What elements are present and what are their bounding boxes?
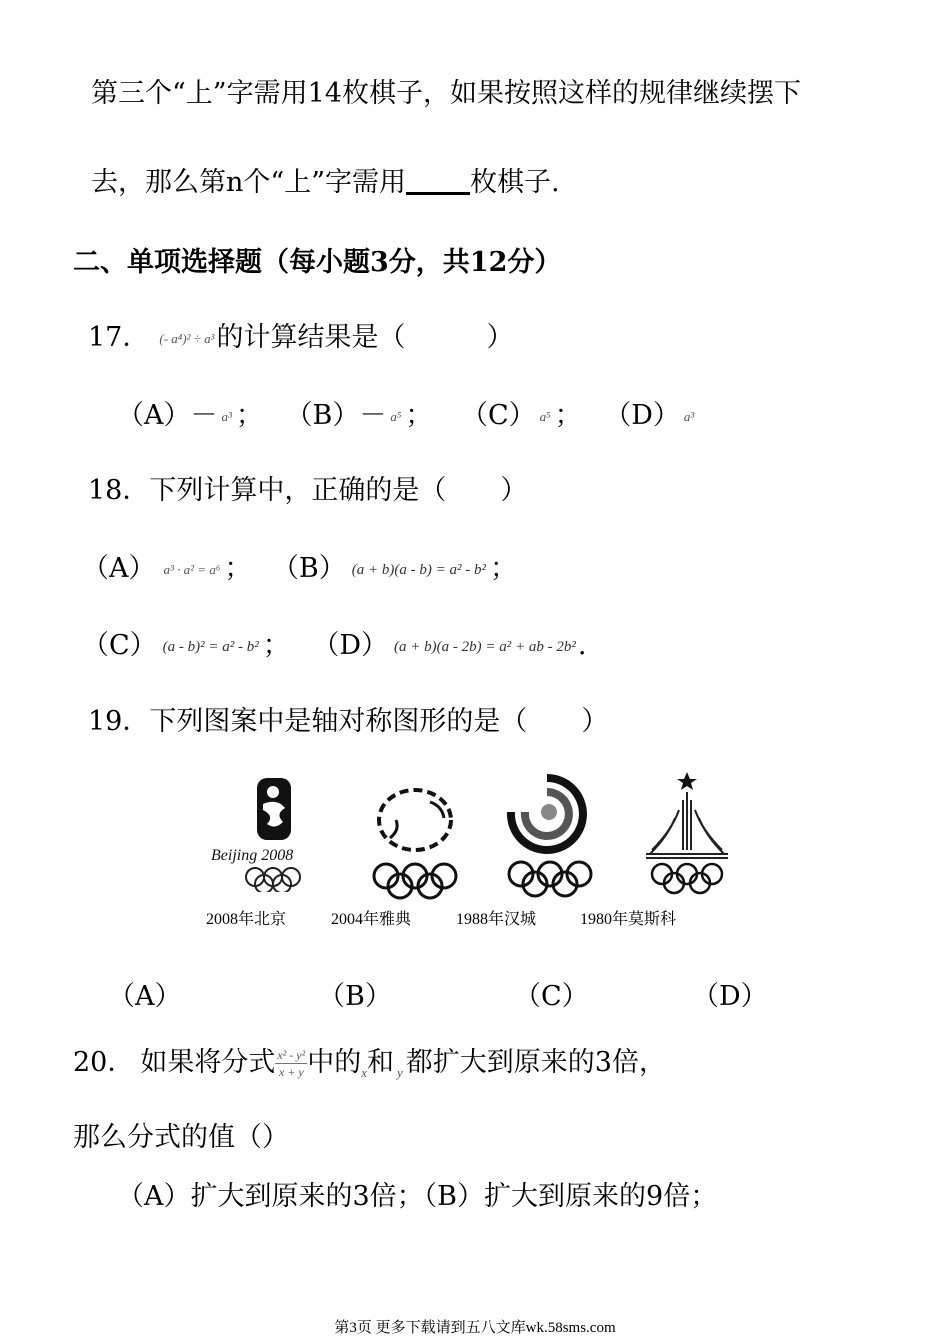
logo-caption-athens: 2004年雅典 bbox=[331, 911, 412, 928]
q17-option-b bbox=[286, 400, 433, 431]
option-separator: ； bbox=[235, 400, 263, 431]
q18-option-b bbox=[272, 553, 517, 584]
q20-number: 20． bbox=[73, 1047, 135, 1078]
answer-blank bbox=[406, 166, 470, 195]
q16-line2 bbox=[91, 166, 560, 200]
page-footer: 第3页 更多下载请到五八文库wk.58sms.com bbox=[334, 1320, 616, 1336]
q19-option-c: （C） bbox=[514, 981, 589, 1012]
beijing-2008-logo bbox=[205, 772, 335, 892]
q18-option-d bbox=[312, 630, 586, 661]
beijing-logo-text: Beijing 2008 bbox=[211, 847, 294, 864]
q20-text-before: 如果将分式 bbox=[140, 1047, 276, 1078]
option-expression: a³ · a² = a⁶ bbox=[163, 562, 221, 577]
option-separator: ； bbox=[405, 400, 433, 431]
q20-options-ab: （A）扩大到原来的3倍；（B）扩大到原来的9倍； bbox=[117, 1181, 718, 1212]
q20-text-mid: 中的 bbox=[307, 1047, 362, 1078]
q19-stem bbox=[88, 705, 608, 739]
option-expression: a³ bbox=[683, 409, 695, 424]
q20-and: 和 bbox=[366, 1047, 394, 1078]
q17-option-c bbox=[461, 400, 582, 431]
q17-option-a bbox=[117, 400, 263, 431]
q16-line1: 第三个“上”字需用14枚棋子，如果按照这样的规律继续摆下 bbox=[91, 78, 801, 109]
q18-question: 下列计算中，正确的是（ ） bbox=[149, 475, 528, 506]
option-label: （B） bbox=[271, 553, 346, 584]
q20-text-after: 都扩大到原来的3倍， bbox=[405, 1047, 666, 1078]
option-separator: ； bbox=[554, 400, 582, 431]
q17-stem bbox=[88, 321, 514, 356]
option-expression: a⁵ bbox=[539, 409, 551, 424]
option-expression: (a + b)(a - 2b) = a² + ab - 2b² bbox=[394, 639, 576, 655]
option-separator: ； bbox=[490, 553, 517, 584]
q17-question: 的计算结果是（ ） bbox=[216, 322, 514, 353]
q19-option-b: （B） bbox=[318, 981, 392, 1012]
option-expression: a⁵ bbox=[390, 409, 402, 424]
fraction-denominator: x + y bbox=[278, 1065, 304, 1079]
q19-option-a: （A） bbox=[108, 981, 182, 1012]
option-label: （C） bbox=[82, 630, 157, 661]
option-label: （A） bbox=[82, 553, 156, 584]
option-separator: ； bbox=[224, 553, 252, 584]
q20-var-y: y bbox=[396, 1065, 403, 1080]
q17-expression: (- a⁴)² ÷ a³ bbox=[159, 331, 215, 346]
option-expression: (a + b)(a - b) = a² - b² bbox=[351, 562, 486, 578]
option-label: （C） bbox=[460, 400, 536, 431]
q20-line2: 那么分式的值（） bbox=[73, 1122, 289, 1153]
option-label: （B）－ bbox=[285, 400, 387, 431]
option-label: （A）－ bbox=[117, 400, 218, 431]
logo-caption-moscow: 1980年莫斯科 bbox=[580, 911, 677, 928]
q20-fraction bbox=[275, 1047, 307, 1080]
q18-option-a bbox=[82, 553, 251, 584]
option-separator: . bbox=[577, 630, 587, 661]
q20-var-x: x bbox=[361, 1065, 367, 1080]
q17-option-d bbox=[604, 400, 698, 431]
q18-number: 18． bbox=[88, 475, 150, 506]
section-heading: 二、单项选择题（每小题3分，共12分） bbox=[73, 247, 562, 278]
athens-2004-logo bbox=[360, 780, 470, 900]
q16-text-before-blank: 去，那么第n个“上”字需用 bbox=[91, 167, 406, 198]
logo-caption-seoul: 1988年汉城 bbox=[456, 911, 537, 928]
q17-options bbox=[117, 399, 698, 434]
q19-question: 下列图案中是轴对称图形的是（ ） bbox=[149, 706, 609, 737]
q17-number: 17． bbox=[88, 322, 150, 353]
q16-text-after-blank: 枚棋子. bbox=[470, 167, 560, 198]
q19-option-d: （D） bbox=[692, 981, 768, 1012]
q18-row-cd bbox=[82, 629, 586, 664]
seoul-1988-logo bbox=[495, 768, 605, 898]
moscow-1980-logo bbox=[642, 770, 732, 895]
q18-stem bbox=[88, 474, 527, 508]
fraction-numerator: x² - y² bbox=[277, 1048, 306, 1062]
option-separator: ； bbox=[262, 630, 290, 661]
option-expression: (a - b)² = a² - b² bbox=[162, 639, 259, 655]
q20-stem bbox=[73, 1046, 666, 1090]
logo-caption-beijing: 2008年北京 bbox=[206, 911, 287, 928]
q18-option-c bbox=[82, 630, 290, 661]
option-expression: a³ bbox=[221, 409, 232, 424]
option-label: （D） bbox=[312, 630, 389, 661]
option-label: （D） bbox=[604, 400, 680, 431]
q18-row-ab bbox=[82, 552, 517, 587]
q19-number: 19． bbox=[88, 706, 150, 737]
